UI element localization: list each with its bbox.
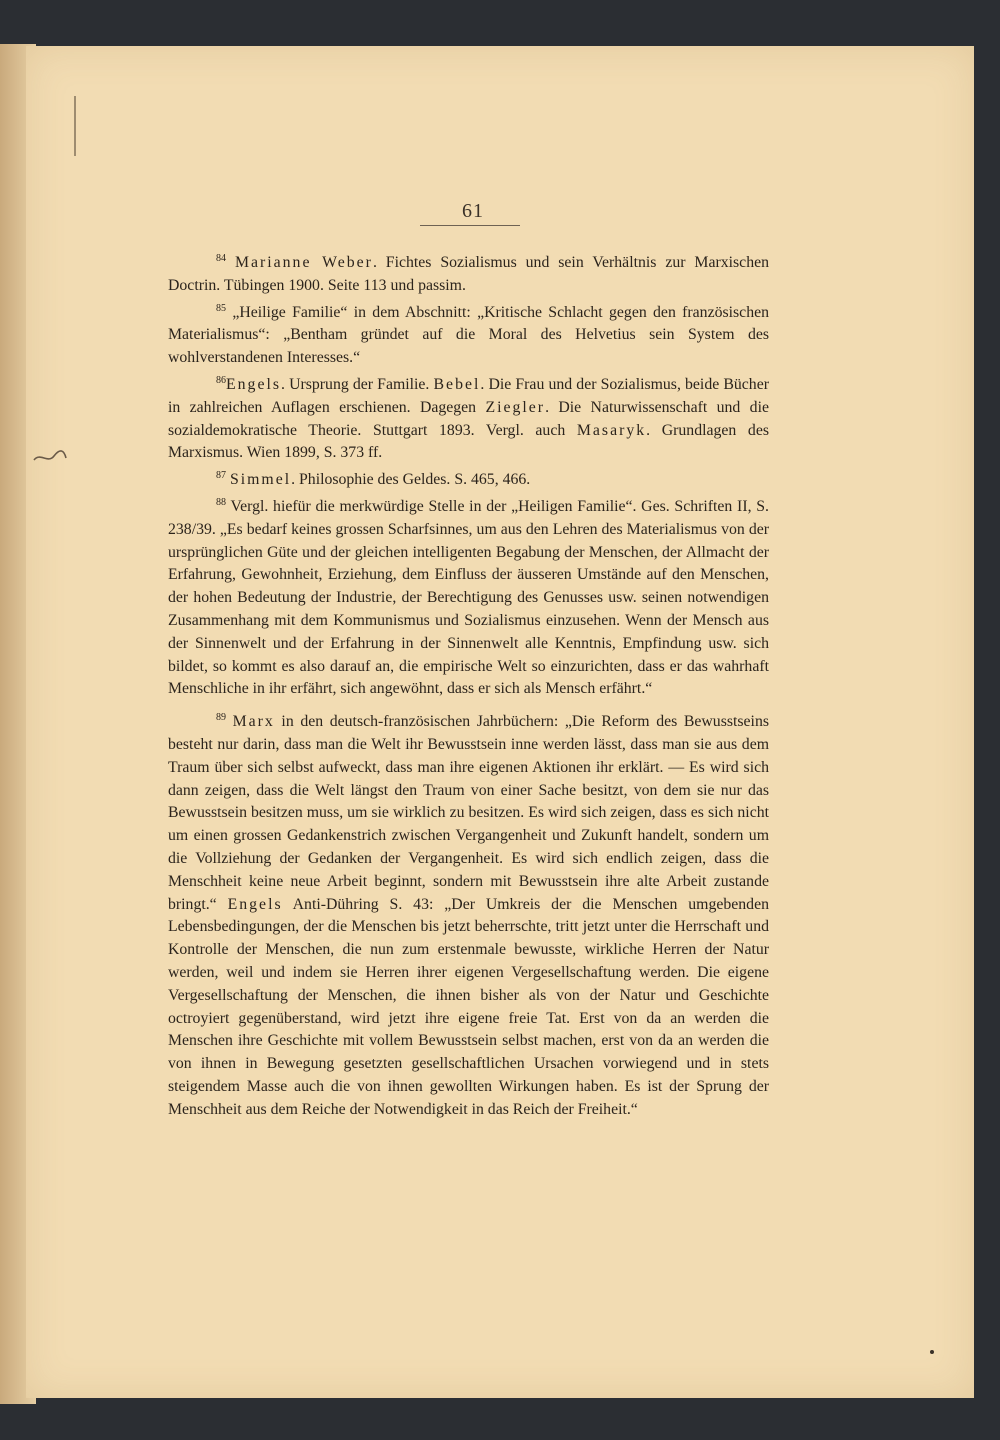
footnote-marker: 86	[216, 374, 226, 386]
footnote-text: . Die Naturwissenschaft und die sozialdemokratische Theorie. Stuttgart 1893. Vergl. auch	[168, 398, 769, 439]
footnote-marker: 87	[216, 470, 226, 482]
footnote-marker: 89	[216, 712, 226, 724]
footnote-text: in den deutsch-französischen Jahrbüchern: „Die Reform des Bewusstseins besteht nur darin, dass man die Welt ihr Bewusstsein inne werden lässt, dass man sie aus dem Traum über sich selbst aufweckt, dass man ihre eigenen Aktionen ihr erklärt. — Es wird sich dann zeigen, dass die Welt längst den Traum von einer Sache besitzt, von dem sie nur das Bewusstsein besitzen muss, um sie wirklich zu besitzen. Es wird sich zeigen, dass es sich nicht um einen grossen Gedankenstrich zwischen Vergangenheit und Zukunft handelt, sondern um die Vollziehung der Gedanken der Vergangenheit. Es wird sich endlich zeigen, dass die Menschheit keine neue Arbeit beginnt, sondern mit Bewusstsein ihre alte Arbeit zustande bringt.“	[168, 713, 769, 913]
cited-author: Engels	[227, 895, 283, 913]
cited-author: Masaryk	[576, 421, 647, 439]
binding-mark	[74, 96, 76, 156]
footnote-text: Anti-Dühring S. 43: „Der Umkreis der die Menschen umgebenden Lebensbedingungen, der die Menschen bis jetzt beherrschte, tritt jetzt unter die Herrschaft und Kontrolle der Menschen, die nun zum erstenmale bewusste, wirkliche Herren der Natur werden, weil und indem sie Herren ihrer eigenen Vergesellschaftung werden. Die eigene Vergesellschaftung der Menschen, die ihnen bisher als von der Natur und Geschichte octroyiert gegenüberstand, wird jetzt ihre eigene freie Tat. Erst von da an werden die Menschen ihre Geschichte mit vollem Bewusstsein selbst machen, erst von da an werden die von ihnen in Bewegung gesetzten gesellschaftlichen Ursachen vorwiegend und in stets steigendem Masse auch die von ihnen gewollten Wirkungen haben. Es ist der Sprung der Menschheit aus dem Reiche der Notwendigkeit in das Reich der Freiheit.“	[168, 895, 769, 1118]
footnote-author: Marx	[232, 713, 275, 731]
footnote-86	[168, 370, 769, 465]
pencil-mark	[30, 438, 70, 468]
cited-author: Ziegler	[485, 398, 546, 416]
speck	[930, 1350, 934, 1354]
footnote-87	[168, 465, 769, 492]
footnote-text: . Fichtes Sozialismus und sein Verhältnis zur Marxischen Doctrin. Tübingen 1900. Seite 113 und passim.	[168, 254, 769, 294]
footnote-author: Simmel	[229, 471, 292, 489]
footnote-marker: 84	[216, 253, 226, 264]
footnote-88	[168, 492, 769, 701]
footnotes	[168, 248, 769, 1121]
footnote-85	[168, 298, 769, 370]
footnote-text: Vergl. hiefür die merkwürdige Stelle in der „Heiligen Familie“. Ges. Schriften II, S. 238/39. „Es bedarf keines grossen Scharfsinnes, um aus den Lehren des Materialismus von der ursprünglichen Güte und der gleichen intelligenten Begabung der Menschen, der Allmacht der Erfahrung, Gewohnheit, Erziehung, dem Einfluss der äusseren Umstände auf den Menschen, der hohen Bedeutung der Industrie, der Berechtigung des Genusses usw. seinen notwendigen Zusammenhang mit dem Kommunismus und Sozialismus einzusehen. Wenn der Mensch aus der Sinnenwelt und der Erfahrung in der Sinnenwelt alle Kenntnis, Empfindung usw. sich bildet, so kommt es also darauf an, die empirische Welt so einzurichten, dass er das wahrhaft Menschliche in ihr erfährt, sich angewöhnt, dass er sich als Mensch erfährt.“	[168, 497, 769, 698]
footnote-author: Engels	[226, 375, 281, 393]
footnote-marker: 88	[216, 496, 226, 508]
footnote-text: . Ursprung der Familie.	[281, 375, 434, 393]
footnote-84	[168, 248, 769, 298]
footnote-text: „Heilige Familie“ in dem Abschnitt: „Kritische Schlacht gegen den französischen Materialismus“: „Bentham gründet auf die Moral des Helvetius sein System des wohlverstandenen Interesses.“	[168, 303, 769, 367]
header-rule	[420, 225, 520, 226]
footnote-marker: 85	[216, 302, 226, 314]
footnote-text: . Philosophie des Geldes. S. 465, 466.	[291, 471, 531, 489]
footnote-author: Marianne Weber	[234, 254, 373, 271]
footnote-text: . Grundlagen des Marxismus. Wien 1899, S. 373 ff.	[168, 421, 769, 462]
cited-author: Bebel	[433, 375, 481, 393]
footnote-text: . Die Frau und der Sozialismus, beide Bücher in zahlreichen Auflagen erschienen. Dagegen	[168, 375, 769, 416]
page-number: 61	[462, 200, 484, 222]
footnote-89	[168, 707, 769, 1121]
